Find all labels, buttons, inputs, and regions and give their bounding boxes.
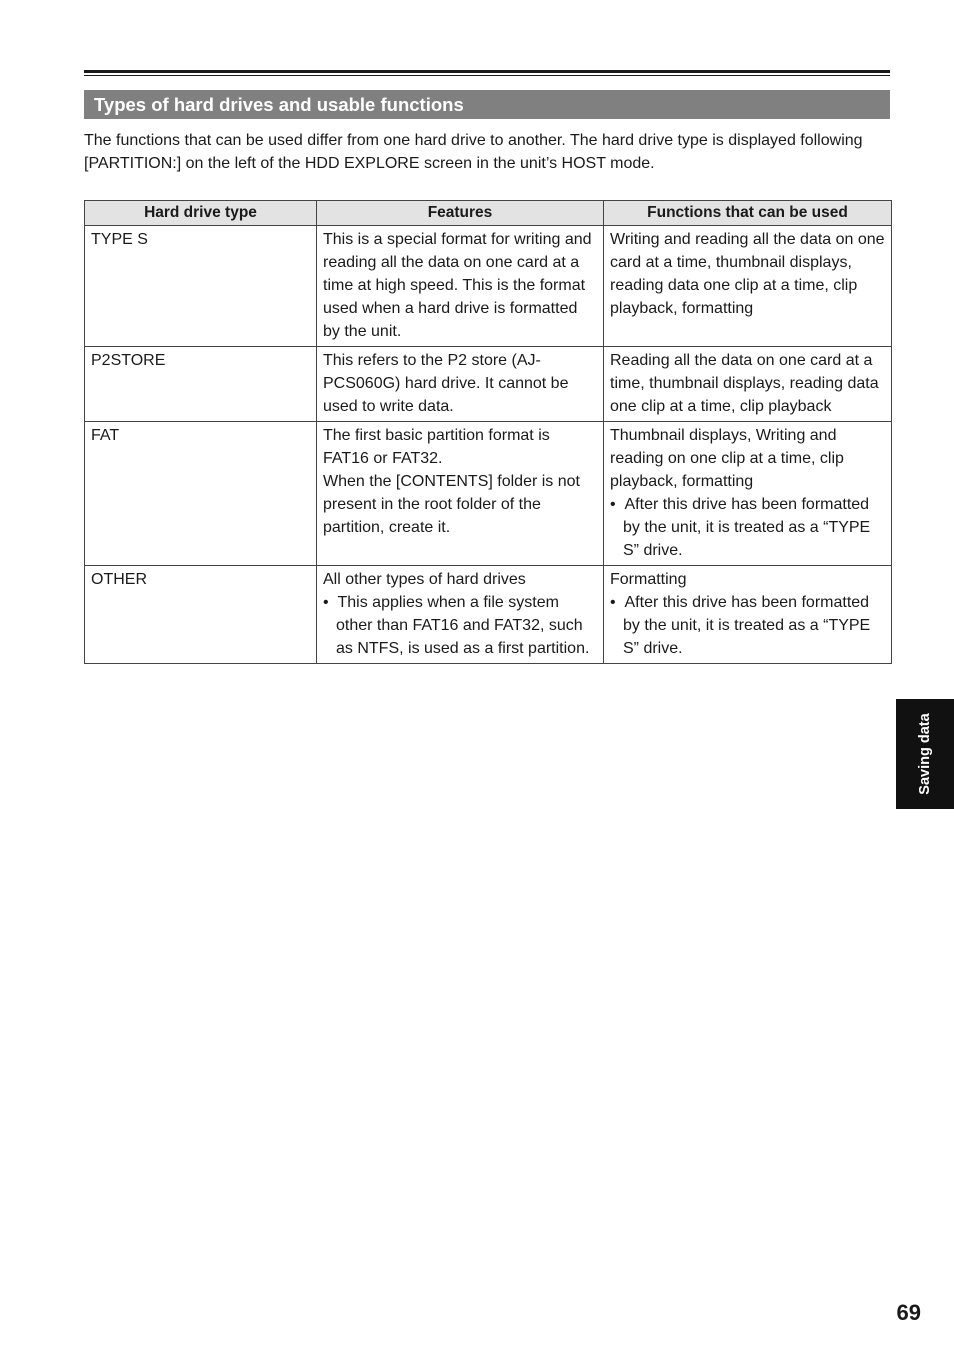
header-hard-drive-type: Hard drive type bbox=[85, 201, 317, 226]
page-number: 69 bbox=[896, 1300, 921, 1325]
cell-functions bbox=[604, 422, 892, 566]
section-title: Types of hard drives and usable functions bbox=[84, 90, 890, 119]
table-row bbox=[85, 226, 892, 347]
cell-functions bbox=[604, 347, 892, 422]
cell-functions bbox=[604, 226, 892, 347]
functions-text: Formatting bbox=[610, 571, 687, 588]
functions-text: Writing and reading all the data on one card at a time, thumbnail displays, reading data one clip at a time, clip playback, formatting bbox=[610, 231, 885, 317]
cell-drive-type: TYPE S bbox=[85, 226, 317, 347]
table-row bbox=[85, 422, 892, 566]
table-header-row bbox=[85, 201, 892, 226]
features-bullet-text: This applies when a file system other than FAT16 and FAT32, such as NTFS, is used as a first partition. bbox=[336, 594, 590, 657]
features-bullet-item bbox=[323, 591, 597, 660]
section-side-tab bbox=[896, 699, 954, 809]
bullet-marker: • bbox=[323, 594, 338, 611]
header-features: Features bbox=[317, 201, 604, 226]
table-row bbox=[85, 566, 892, 664]
cell-functions bbox=[604, 566, 892, 664]
cell-features bbox=[317, 226, 604, 347]
bullet-marker: • bbox=[610, 496, 625, 513]
cell-features bbox=[317, 566, 604, 664]
features-text: This is a special format for writing and reading all the data on one card at a time at high speed. This is the format used when a hard drive is formatted by the unit. bbox=[323, 231, 592, 340]
features-text: The first basic partition format is FAT16 or FAT32. bbox=[323, 427, 550, 467]
header-rule-thick bbox=[84, 70, 890, 73]
features-text: All other types of hard drives bbox=[323, 571, 526, 588]
side-tab-label: Saving data bbox=[917, 713, 933, 795]
features-text: This refers to the P2 store (AJ-PCS060G) hard drive. It cannot be used to write data. bbox=[323, 352, 569, 415]
functions-bullet-item bbox=[610, 493, 885, 562]
header-functions: Functions that can be used bbox=[604, 201, 892, 226]
features-text: When the [CONTENTS] folder is not present in the root folder of the partition, create it. bbox=[323, 473, 580, 536]
cell-features bbox=[317, 347, 604, 422]
functions-bullet-text: After this drive has been formatted by the unit, it is treated as a “TYPE S” drive. bbox=[623, 496, 871, 559]
header-rule-thin bbox=[84, 75, 890, 76]
table-row bbox=[85, 347, 892, 422]
functions-text: Thumbnail displays, Writing and reading on one clip at a time, clip playback, formatting bbox=[610, 427, 844, 490]
intro-paragraph: The functions that can be used differ from one hard drive to another. The hard drive type is displayed following [PARTITION:] on the left of the HDD EXPLORE screen in the unit’s HOST mode. bbox=[84, 132, 863, 172]
functions-bullet-item bbox=[610, 591, 885, 660]
cell-drive-type: OTHER bbox=[85, 566, 317, 664]
cell-drive-type: P2STORE bbox=[85, 347, 317, 422]
functions-text: Reading all the data on one card at a time, thumbnail displays, reading data one clip at a time, clip playback bbox=[610, 352, 879, 415]
cell-drive-type: FAT bbox=[85, 422, 317, 566]
functions-bullet-text: After this drive has been formatted by the unit, it is treated as a “TYPE S” drive. bbox=[623, 594, 871, 657]
bullet-marker: • bbox=[610, 594, 625, 611]
hard-drive-types-table bbox=[84, 200, 892, 664]
cell-features bbox=[317, 422, 604, 566]
